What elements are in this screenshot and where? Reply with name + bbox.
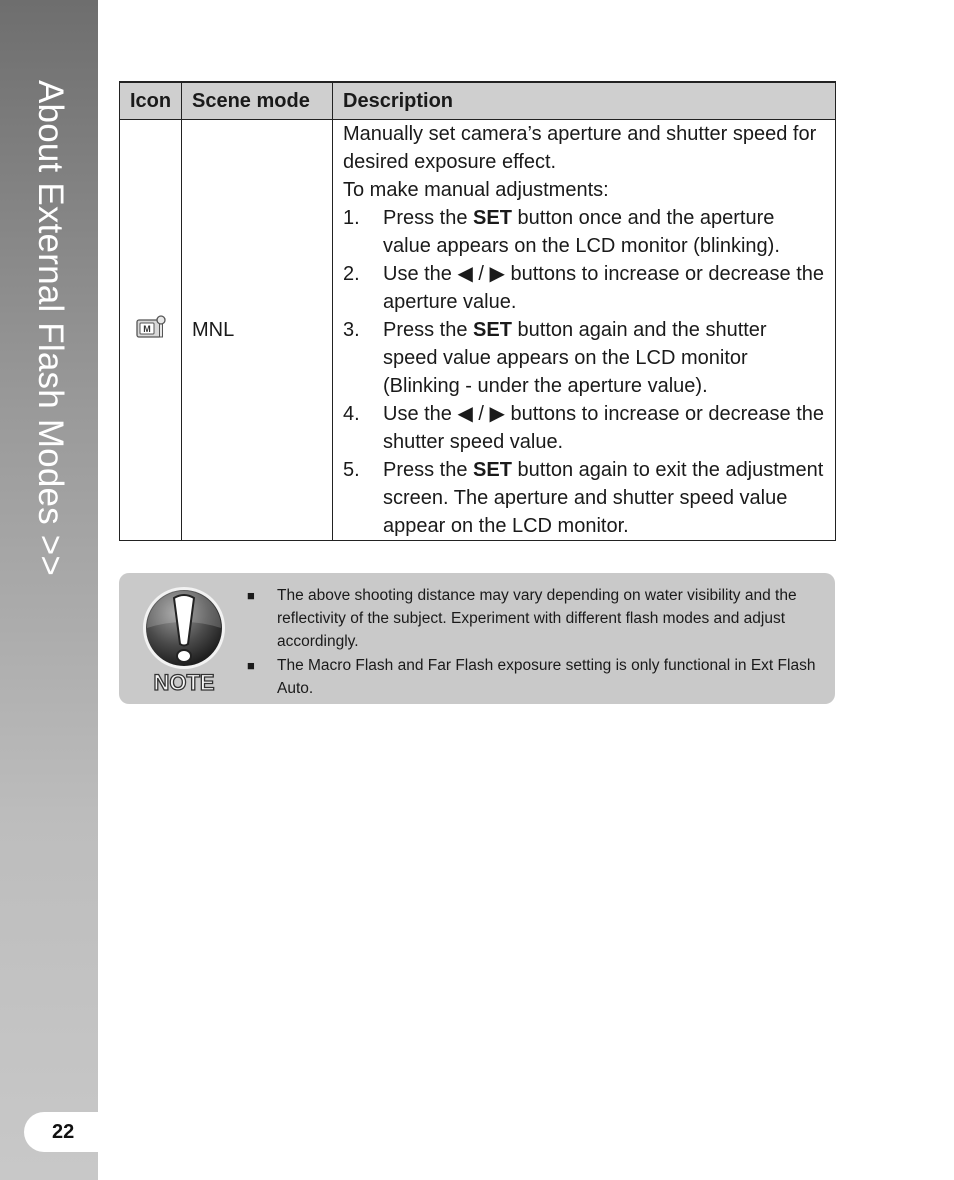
note-item: [247, 584, 819, 653]
set-button-name: SET: [473, 459, 512, 481]
step-number: 3.: [343, 319, 360, 341]
step-item: [343, 400, 825, 456]
note-text: The above shooting distance may vary depending on water visibility and the reflectivity of the subject. Experiment with different flash modes and adjust accordingly.: [277, 587, 797, 650]
square-bullet-icon: ■: [247, 588, 255, 603]
scene-mode-cell: MNL: [182, 120, 333, 541]
square-bullet-icon: ■: [247, 658, 255, 673]
note-text: The Macro Flash and Far Flash exposure setting is only functional in Ext Flash Auto.: [277, 657, 816, 697]
icon-letter: M: [142, 324, 151, 334]
step-number: 4.: [343, 403, 360, 425]
step-item: [343, 316, 825, 400]
table-header-row: [120, 82, 836, 120]
section-title: About External Flash Modes >>: [31, 80, 70, 577]
header-scene-mode: Scene mode: [182, 82, 333, 120]
note-label: NOTE: [153, 670, 215, 695]
step-text: button again and the shutter speed value appears on the LCD monitor (Blinking - under the aperture value).: [383, 319, 767, 397]
step-text: button again to exit the adjustment screen. The aperture and shutter speed value appear on the LCD monitor.: [383, 459, 824, 537]
note-box: [119, 573, 835, 704]
scene-mode-table: [119, 81, 836, 541]
step-number: 1.: [343, 207, 360, 229]
step-number: 5.: [343, 459, 360, 481]
header-icon: Icon: [120, 82, 182, 120]
description-intro: Manually set camera’s aperture and shutter speed for desired exposure effect.: [343, 123, 817, 173]
step-text: Press the: [383, 459, 474, 481]
header-description: Description: [333, 82, 836, 120]
step-item: [343, 260, 825, 316]
page-number: 22: [52, 1121, 75, 1143]
step-text: Press the: [383, 207, 474, 229]
step-list: [343, 204, 825, 540]
step-text: Press the: [383, 319, 474, 341]
description-subhead: To make manual adjustments:: [343, 179, 609, 201]
step-text: button once and the aperture value appears on the LCD monitor (blinking).: [383, 207, 780, 257]
exclamation-note-icon: [141, 586, 229, 696]
side-bar: [0, 0, 98, 1180]
step-text: Use the ◀ / ▶ buttons to increase or decrease the shutter speed value.: [383, 403, 824, 453]
set-button-name: SET: [473, 207, 512, 229]
icon-cell: [120, 120, 182, 541]
step-text: Use the ◀ / ▶ buttons to increase or decrease the aperture value.: [383, 263, 824, 313]
set-button-name: SET: [473, 319, 512, 341]
table-row: [120, 120, 836, 541]
step-item: [343, 456, 825, 540]
step-item: [343, 204, 825, 260]
manual-mode-camera-icon: [135, 323, 167, 345]
description-cell: [333, 120, 836, 541]
step-number: 2.: [343, 263, 360, 285]
note-list: [247, 584, 819, 700]
note-item: [247, 654, 819, 700]
